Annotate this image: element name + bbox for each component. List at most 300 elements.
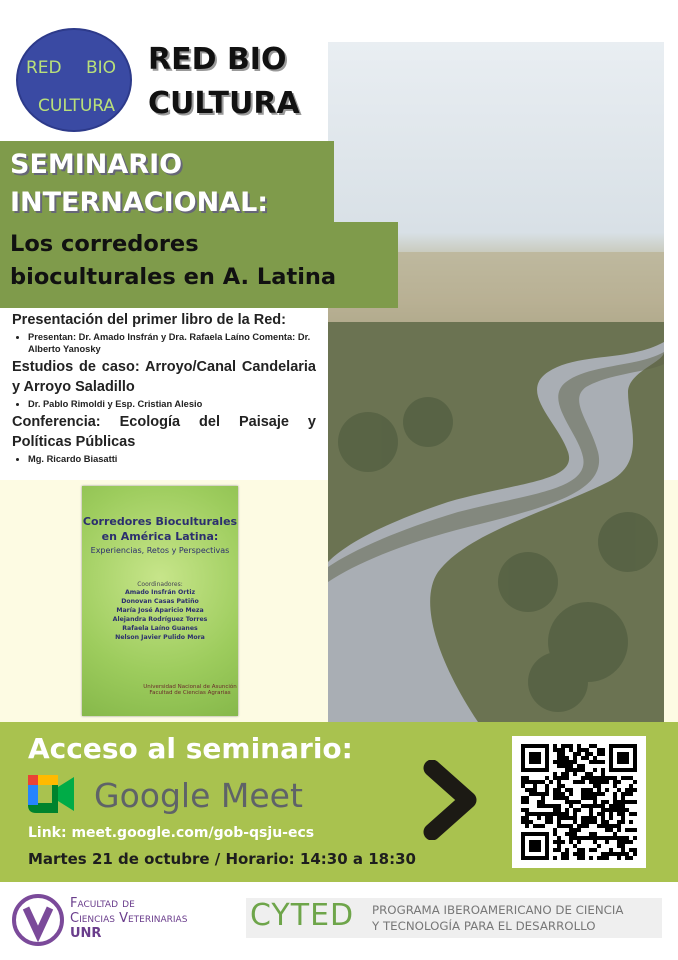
qr-module xyxy=(533,784,537,788)
qr-module xyxy=(585,820,589,824)
qr-module xyxy=(621,848,625,852)
qr-module xyxy=(573,816,577,820)
qr-module xyxy=(573,808,577,812)
qr-module xyxy=(557,776,561,780)
qr-module xyxy=(581,768,585,772)
qr-module xyxy=(597,760,601,764)
qr-module xyxy=(589,812,593,816)
event-date: Martes 21 de octubre / Horario: 14:30 a 18:30 xyxy=(28,850,416,868)
qr-module xyxy=(565,768,569,772)
qr-module xyxy=(589,856,593,860)
qr-module xyxy=(617,788,621,792)
qr-module xyxy=(553,788,557,792)
qr-module xyxy=(629,800,633,804)
qr-module xyxy=(561,772,565,776)
qr-module xyxy=(565,764,569,768)
brand-name xyxy=(148,38,300,126)
qr-module xyxy=(593,836,597,840)
qr-module xyxy=(589,836,593,840)
qr-module xyxy=(553,760,557,764)
qr-module xyxy=(557,748,561,752)
qr-module xyxy=(561,756,565,760)
qr-module xyxy=(585,748,589,752)
cyted-description xyxy=(372,902,623,934)
qr-module xyxy=(577,852,581,856)
qr-module xyxy=(581,756,585,760)
qr-module xyxy=(597,856,601,860)
program-heading: Conferencia: Ecología del Paisaje y Políticas Públicas xyxy=(12,414,316,450)
qr-module xyxy=(553,828,557,832)
qr-module xyxy=(549,816,553,820)
qr-module xyxy=(553,748,557,752)
qr-module xyxy=(581,848,585,852)
qr-module xyxy=(593,776,597,780)
qr-module xyxy=(589,816,593,820)
qr-module xyxy=(589,804,593,808)
qr-module xyxy=(577,752,581,756)
qr-module xyxy=(545,804,549,808)
qr-module xyxy=(585,776,589,780)
qr-module xyxy=(613,836,617,840)
qr-module xyxy=(525,776,529,780)
qr-module xyxy=(605,820,609,824)
qr-module xyxy=(553,792,557,796)
qr-module xyxy=(581,820,585,824)
program-heading: Estudios de caso: Arroyo/Canal Candelaria y Arroyo Saladillo xyxy=(12,359,316,395)
qr-module xyxy=(621,804,625,808)
qr-module xyxy=(557,840,561,844)
qr-module xyxy=(525,800,529,804)
qr-module xyxy=(589,820,593,824)
program-bullet: • Presentan: Dr. Amado Insfrán y Dra. Rafaela Laíno Comenta: Dr. Alberto Yanosky xyxy=(28,331,316,355)
qr-module xyxy=(557,796,561,800)
qr-module xyxy=(593,840,597,844)
qr-module xyxy=(561,816,565,820)
qr-module xyxy=(593,832,597,836)
qr-module xyxy=(605,836,609,840)
qr-module xyxy=(601,820,605,824)
qr-module xyxy=(581,824,585,828)
cyted-line: Y TECNOLOGÍA PARA EL DESARROLLO xyxy=(372,919,596,933)
qr-module xyxy=(617,836,621,840)
qr-module xyxy=(573,756,577,760)
qr-module xyxy=(529,752,541,764)
qr-module xyxy=(597,784,601,788)
qr-module xyxy=(553,840,557,844)
qr-module xyxy=(605,788,609,792)
qr-module xyxy=(529,792,533,796)
qr-module xyxy=(573,820,577,824)
qr-module xyxy=(541,804,545,808)
qr-module xyxy=(569,748,573,752)
qr-module xyxy=(609,848,613,852)
qr-module xyxy=(561,760,565,764)
qr-module xyxy=(565,744,569,748)
qr-module xyxy=(581,796,585,800)
qr-module xyxy=(589,772,593,776)
book-author: Amado Insfrán Ortiz xyxy=(124,589,196,596)
qr-module xyxy=(577,836,581,840)
qr-module xyxy=(605,776,609,780)
qr-module xyxy=(633,852,637,856)
qr-module xyxy=(609,812,613,816)
qr-module xyxy=(605,852,609,856)
qr-module xyxy=(633,812,637,816)
qr-module xyxy=(593,848,597,852)
qr-module xyxy=(585,824,589,828)
qr-module xyxy=(557,764,561,768)
qr-module xyxy=(569,800,573,804)
qr-module xyxy=(629,812,633,816)
seminar-title xyxy=(10,146,268,222)
qr-module xyxy=(553,744,557,748)
qr-module xyxy=(577,768,581,772)
subtitle-line: bioculturales en A. Latina xyxy=(10,264,337,290)
qr-module xyxy=(561,748,565,752)
qr-module xyxy=(601,776,605,780)
qr-module xyxy=(529,788,533,792)
qr-module xyxy=(581,776,585,780)
qr-module xyxy=(577,808,581,812)
book-author: Nelson Javier Pulido Mora xyxy=(115,634,205,641)
qr-module xyxy=(589,808,593,812)
qr-module xyxy=(629,776,633,780)
qr-module xyxy=(573,752,577,756)
qr-module xyxy=(577,828,581,832)
qr-module xyxy=(581,788,585,792)
qr-module xyxy=(561,824,565,828)
qr-module xyxy=(577,748,581,752)
qr-module xyxy=(617,808,621,812)
qr-module xyxy=(621,852,625,856)
qr-module xyxy=(573,772,577,776)
qr-module xyxy=(601,852,605,856)
qr-module xyxy=(609,836,613,840)
qr-module xyxy=(577,848,581,852)
qr-module xyxy=(565,772,569,776)
qr-module xyxy=(601,856,605,860)
qr-module xyxy=(569,792,573,796)
qr-module xyxy=(573,828,577,832)
qr-module xyxy=(633,836,637,840)
qr-module xyxy=(561,852,565,856)
qr-module xyxy=(601,752,605,756)
qr-module xyxy=(633,848,637,852)
qr-module xyxy=(625,776,629,780)
qr-module xyxy=(577,744,581,748)
qr-module xyxy=(521,808,525,812)
qr-module xyxy=(537,824,541,828)
qr-module xyxy=(577,764,581,768)
qr-module xyxy=(625,852,629,856)
qr-module xyxy=(565,788,569,792)
qr-module xyxy=(609,816,613,820)
qr-module xyxy=(625,800,629,804)
qr-module xyxy=(597,752,601,756)
fac-line: UNR xyxy=(70,926,102,941)
qr-module xyxy=(593,756,597,760)
qr-module xyxy=(633,800,637,804)
qr-module xyxy=(581,780,585,784)
vet-faculty-name xyxy=(70,896,187,941)
qr-module xyxy=(613,776,617,780)
qr-module xyxy=(545,784,549,788)
qr-module xyxy=(533,780,537,784)
qr-module xyxy=(597,788,601,792)
qr-module xyxy=(589,752,593,756)
qr-module xyxy=(585,756,589,760)
title-line: SEMINARIO xyxy=(10,149,183,180)
qr-module xyxy=(589,848,593,852)
qr-module xyxy=(573,800,577,804)
qr-module xyxy=(617,812,621,816)
qr-module xyxy=(597,844,601,848)
qr-module xyxy=(625,828,629,832)
qr-module xyxy=(617,824,621,828)
qr-module xyxy=(621,796,625,800)
qr-module xyxy=(593,816,597,820)
qr-module xyxy=(629,856,633,860)
program-bullet: • Dr. Pablo Rimoldi y Esp. Cristian Alesio xyxy=(28,398,316,410)
qr-module xyxy=(581,856,585,860)
qr-module xyxy=(553,776,557,780)
river-aerial-photo xyxy=(328,42,664,722)
qr-module xyxy=(565,760,569,764)
book-coord-label: Coordinadores: xyxy=(137,581,183,588)
qr-module xyxy=(593,780,597,784)
qr-module xyxy=(565,852,569,856)
google-meet-icon xyxy=(28,775,74,813)
qr-module xyxy=(561,796,565,800)
cyted-line: PROGRAMA IBEROAMERICANO DE CIENCIA xyxy=(372,903,624,917)
access-heading: Acceso al seminario: xyxy=(28,732,353,765)
qr-module xyxy=(593,784,597,788)
qr-module xyxy=(617,800,621,804)
qr-module xyxy=(601,760,605,764)
qr-module xyxy=(613,796,617,800)
qr-module xyxy=(557,760,561,764)
qr-module xyxy=(617,780,621,784)
qr-module xyxy=(581,748,585,752)
qr-module xyxy=(529,840,541,852)
qr-module xyxy=(549,780,553,784)
book-author: Rafaela Laíno Guanes xyxy=(122,625,198,632)
subtitle-line: Los corredores xyxy=(10,231,199,257)
qr-module xyxy=(545,820,549,824)
qr-module xyxy=(613,852,617,856)
qr-module xyxy=(545,792,549,796)
qr-module xyxy=(553,848,557,852)
book-author: Donovan Casas Patiño xyxy=(121,598,199,605)
red-bio-cultura-logo xyxy=(16,28,132,132)
qr-module xyxy=(585,804,589,808)
qr-module xyxy=(569,824,573,828)
qr-module xyxy=(621,800,625,804)
qr-module xyxy=(617,856,621,860)
qr-module xyxy=(557,820,561,824)
qr-module xyxy=(569,836,573,840)
qr-module xyxy=(585,788,589,792)
qr-module xyxy=(613,800,617,804)
qr-module xyxy=(557,836,561,840)
qr-module xyxy=(529,812,533,816)
book-title: Corredores Bioculturales en América Latina: xyxy=(82,515,238,543)
logo-text: RED xyxy=(26,58,62,78)
qr-module xyxy=(553,856,557,860)
qr-module xyxy=(629,828,633,832)
qr-module xyxy=(541,824,545,828)
qr-module xyxy=(521,796,525,800)
qr-module xyxy=(561,764,565,768)
qr-module xyxy=(537,780,541,784)
qr-module xyxy=(549,812,553,816)
qr-module xyxy=(609,804,613,808)
qr-module xyxy=(537,816,541,820)
qr-module xyxy=(593,804,597,808)
qr-module xyxy=(569,828,573,832)
qr-module xyxy=(525,812,529,816)
qr-module xyxy=(613,808,617,812)
qr-module xyxy=(553,804,557,808)
qr-module xyxy=(593,792,597,796)
qr-module xyxy=(569,744,573,748)
program-bullet: • Mg. Ricardo Biasatti xyxy=(28,453,316,465)
qr-module xyxy=(625,836,629,840)
qr-module xyxy=(521,820,525,824)
qr-module xyxy=(565,812,569,816)
qr-module xyxy=(561,856,565,860)
qr-module xyxy=(569,804,573,808)
qr-module xyxy=(565,832,569,836)
qr-module xyxy=(577,780,581,784)
cyted-logo: CYTED xyxy=(250,898,355,933)
qr-module xyxy=(581,852,585,856)
qr-module xyxy=(525,816,529,820)
qr-module xyxy=(561,792,565,796)
qr-module xyxy=(601,816,605,820)
qr-module xyxy=(629,788,633,792)
qr-module xyxy=(557,816,561,820)
book-author: María José Aparicio Meza xyxy=(116,607,204,614)
qr-module xyxy=(537,792,541,796)
qr-module xyxy=(561,752,565,756)
qr-module xyxy=(629,840,633,844)
qr-module xyxy=(617,804,621,808)
google-meet-label: Google Meet xyxy=(94,776,303,815)
qr-module xyxy=(557,752,561,756)
qr-code[interactable] xyxy=(512,736,646,868)
qr-module xyxy=(577,856,581,860)
qr-module xyxy=(573,852,577,856)
qr-module xyxy=(613,780,617,784)
qr-module xyxy=(593,744,597,748)
qr-module xyxy=(565,796,569,800)
qr-module xyxy=(553,796,557,800)
qr-module xyxy=(593,768,597,772)
qr-module xyxy=(569,816,573,820)
qr-module xyxy=(565,808,569,812)
brand-line: RED BIO xyxy=(148,42,287,77)
qr-module xyxy=(525,788,529,792)
qr-module xyxy=(573,768,577,772)
qr-module xyxy=(545,812,549,816)
qr-module xyxy=(625,856,629,860)
qr-module xyxy=(589,744,593,748)
qr-module xyxy=(569,764,573,768)
qr-module xyxy=(593,796,597,800)
qr-module xyxy=(573,836,577,840)
qr-module xyxy=(597,804,601,808)
qr-module xyxy=(633,828,637,832)
qr-module xyxy=(621,812,625,816)
qr-module xyxy=(557,804,561,808)
qr-module xyxy=(601,824,605,828)
qr-module xyxy=(569,788,573,792)
qr-module xyxy=(625,788,629,792)
qr-module xyxy=(633,780,637,784)
qr-module xyxy=(525,820,529,824)
qr-module xyxy=(521,780,525,784)
program xyxy=(12,310,316,467)
qr-module xyxy=(557,780,561,784)
qr-module xyxy=(573,760,577,764)
logo-text: CULTURA xyxy=(38,96,116,116)
qr-module xyxy=(565,848,569,852)
chevron-right-icon xyxy=(420,760,480,840)
meet-link[interactable]: Link: meet.google.com/gob-qsju-ecs xyxy=(28,825,315,841)
qr-module xyxy=(533,812,537,816)
qr-module xyxy=(569,832,573,836)
book-author: Alejandra Rodríguez Torres xyxy=(112,616,208,623)
qr-module xyxy=(593,800,597,804)
qr-module xyxy=(601,768,605,772)
qr-module xyxy=(573,780,577,784)
qr-module xyxy=(593,820,597,824)
vet-faculty-logo xyxy=(12,894,64,946)
qr-module xyxy=(609,828,613,832)
qr-module xyxy=(585,836,589,840)
qr-module xyxy=(557,788,561,792)
qr-module xyxy=(545,816,549,820)
qr-module xyxy=(541,780,545,784)
fac-line: Ciencias Veterinarias xyxy=(70,911,188,926)
qr-module xyxy=(597,748,601,752)
qr-module xyxy=(521,816,525,820)
qr-module xyxy=(585,796,589,800)
qr-module xyxy=(597,792,601,796)
qr-module xyxy=(589,776,593,780)
qr-module xyxy=(613,832,617,836)
qr-module xyxy=(609,852,613,856)
qr-module xyxy=(589,796,593,800)
qr-module xyxy=(593,760,597,764)
book-cover xyxy=(82,486,238,716)
qr-module xyxy=(561,784,565,788)
qr-module xyxy=(625,808,629,812)
qr-module xyxy=(621,840,625,844)
qr-module xyxy=(529,820,533,824)
qr-module xyxy=(577,840,581,844)
qr-module xyxy=(541,796,545,800)
qr-module xyxy=(629,792,633,796)
qr-module xyxy=(573,832,577,836)
qr-module xyxy=(605,808,609,812)
qr-module xyxy=(557,792,561,796)
qr-module xyxy=(581,804,585,808)
qr-module xyxy=(597,836,601,840)
qr-module xyxy=(613,824,617,828)
qr-module xyxy=(629,784,633,788)
